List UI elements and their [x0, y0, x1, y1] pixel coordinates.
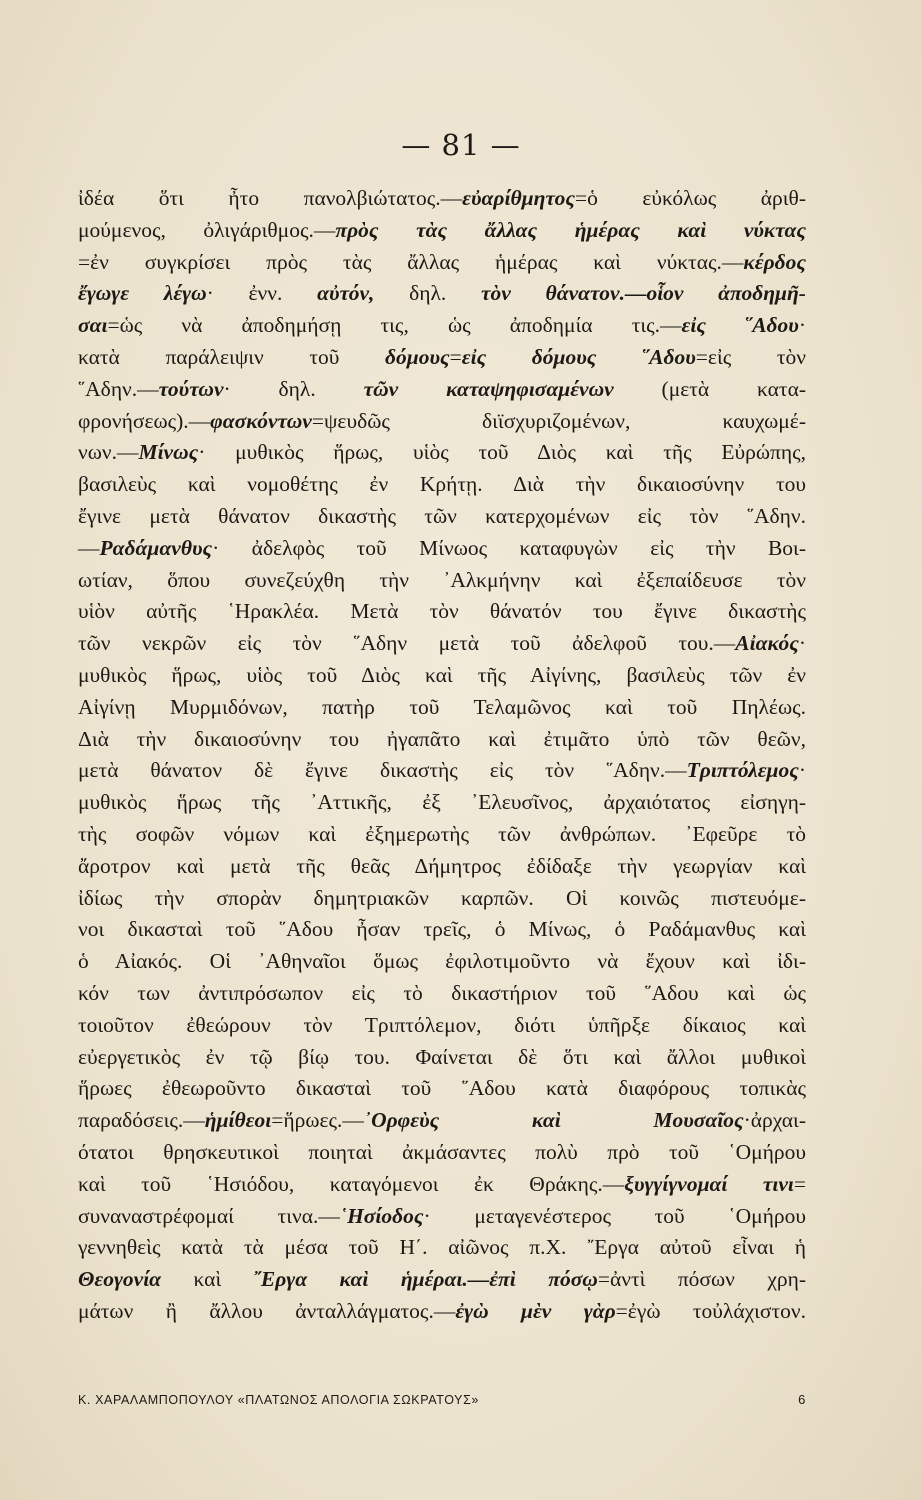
lemma-term: τῶν καταψηφισαμένων [363, 376, 614, 401]
footer-signature-text: Κ. ΧΑΡΑΛΑΜΠΟΠΟΥΛΟΥ «ΠΛΑΤΩΝΟΣ ΑΠΟΛΟΓΙΑ ΣΩΚΡΑΤΟΥΣ» [78, 1393, 479, 1407]
text-line [78, 851, 806, 883]
text-line [78, 1201, 806, 1233]
gloss-text: · ἐνν. [206, 281, 318, 306]
lemma-term: αὐτόν, [317, 281, 375, 306]
text-line [78, 692, 806, 724]
lemma-term: εἰς δόμους ῞Αδου [461, 344, 696, 369]
text-line [78, 310, 806, 342]
gloss-text: =ἐγὼ τοὐλάχιστον. [615, 1298, 807, 1323]
text-line [78, 1296, 806, 1328]
gloss-text: =ἥρωες.— [271, 1108, 364, 1133]
lemma-term: Θεογονία [78, 1267, 162, 1292]
gloss-text: τὴς σοφῶν νόμων καὶ ἐξημερωτὴς τῶν ἀνθρώπων. ᾿Εφεῦρε τὸ [78, 821, 806, 846]
gloss-text: = [449, 344, 462, 369]
gloss-text: Αἰγίνῃ Μυρμιδόνων, πατὴρ τοῦ Τελαμῶνος καὶ τοῦ Πηλέως. [78, 694, 806, 719]
text-line [78, 565, 806, 597]
lemma-term: δόμους [385, 344, 450, 369]
printer-signature-mark: 6 [798, 1392, 806, 1407]
text-line [78, 596, 806, 628]
gloss-text: =ἀντὶ πόσων χρη- [597, 1267, 807, 1292]
text-line [78, 946, 806, 978]
gloss-text: ῞Αδην.— [78, 376, 159, 401]
lemma-term: Αἰακός [735, 631, 799, 656]
text-line [78, 215, 806, 247]
text-line [78, 533, 806, 565]
text-line [78, 755, 806, 787]
gloss-text: · μεταγενέστερος τοῦ ῾Ομήρου [423, 1203, 806, 1228]
gloss-text: δηλ. [374, 281, 481, 306]
gloss-text: = [793, 1171, 806, 1196]
text-line [78, 1010, 806, 1042]
text-line [78, 1105, 806, 1137]
lemma-term: τὸν θάνατον.—οἷον ἀποδημῆ- [481, 281, 806, 306]
text-line [78, 183, 806, 215]
text-line [78, 883, 806, 915]
gloss-text: μούμενος, ὀλιγάριθμος.— [78, 217, 336, 242]
lemma-term: Ραδάμανθυς [99, 535, 213, 560]
lemma-term: ῎Εργα καὶ ἡμέραι.—ἐπὶ πόσῳ [253, 1267, 598, 1292]
gloss-text: ἥρωες ἐθεωροῦντο δικασταὶ τοῦ ῞Αδου κατὰ διαφόρους τοπικὰς [78, 1076, 806, 1101]
gloss-text: μετὰ θάνατον δὲ ἔγινε δικαστὴς εἰς τὸν ῞Αδην.— [78, 758, 687, 783]
gloss-text: μυθικὸς ἥρως τῆς ᾿Αττικῆς, ἐξ ᾿Ελευσῖνος, ἀρχαιότατος εἰσηγη- [78, 790, 806, 815]
gloss-text: ὁ Αἰακός. Οἱ ᾿Αθηναῖοι ὅμως ἐφιλοτιμοῦντο νὰ ἔχουν καὶ ἰδι- [78, 949, 806, 974]
text-line [78, 437, 806, 469]
gloss-text: =ψευδῶς διϊσχυριζομένων, καυχωμέ- [311, 408, 806, 433]
gloss-text: καὶ [161, 1267, 254, 1292]
gloss-text: ωτίαν, ὅπου συνεζεύχθη τὴν ᾿Αλκμήνην καὶ ἐξεπαίδευσε τὸν [78, 567, 806, 592]
gloss-text: υἱὸν αὐτῆς ῾Ηρακλέα. Μετὰ τὸν θάνατόν του ἔγινε δικαστὴς [78, 599, 806, 624]
gloss-text: κόν των ἀντιπρόσωπον εἰς τὸ δικαστήριον τοῦ ῞Αδου καὶ ὡς [78, 980, 806, 1005]
gloss-text: ἔγινε μετὰ θάνατον δικαστὴς τῶν κατερχομένων εἰς τὸν ῞Αδην. [78, 503, 806, 528]
gloss-text: τοιοῦτον ἐθεώρουν τὸν Τριπτόλεμον, διότι ὑπῆρξε δίκαιος καὶ [78, 1012, 806, 1037]
gloss-text: ἰδέα ὅτι ἦτο πανολβιώτατος.— [78, 186, 463, 210]
page-footer [78, 1392, 806, 1407]
text-line [78, 374, 806, 406]
commentary-text [78, 183, 806, 1328]
text-line [78, 1264, 806, 1296]
text-line [78, 1073, 806, 1105]
gloss-text: =ἐν συγκρίσει πρὸς τὰς ἄλλας ἡμέρας καὶ νύκτας.— [78, 249, 744, 274]
lemma-term: ξυγγίγνομαί τινι [624, 1171, 794, 1196]
gloss-text: ἄροτρον καὶ μετὰ τῆς θεᾶς Δήμητρος ἐδίδαξε τὴν γεωργίαν καὶ [78, 853, 806, 878]
text-line [78, 1169, 806, 1201]
text-line [78, 469, 806, 501]
gloss-text: ότατοι θρησκευτικοὶ ποιηταὶ ἀκμάσαντες πολὺ πρὸ τοῦ ῾Ομήρου [78, 1139, 806, 1164]
gloss-text: εὐεργετικὸς ἐν τῷ βίῳ του. Φαίνεται δὲ ὅτι καὶ ἄλλοι μυθικοὶ [78, 1044, 806, 1069]
gloss-text: συναναστρέφομαί τινα.— [78, 1203, 340, 1228]
text-line [78, 406, 806, 438]
lemma-term: εὐαρίθμητος [462, 186, 575, 210]
gloss-text: μάτων ἢ ἄλλου ἀνταλλάγματος.— [78, 1298, 456, 1323]
gloss-text: νοι δικασταὶ τοῦ ῞Αδου ἦσαν τρεῖς, ὁ Μίνως, ὁ Ραδάμανθυς καὶ [78, 917, 806, 942]
text-line [78, 1042, 806, 1074]
lemma-term: Τριπτόλεμος [686, 758, 799, 783]
text-line [78, 724, 806, 756]
lemma-term: ἐγὼ μὲν γὰρ [455, 1298, 616, 1323]
gloss-text: =ὡς νὰ ἀποδημήσῃ τις, ὡς ἀποδημία τις.— [107, 313, 682, 338]
lemma-term: ῾Ησίοδος [339, 1203, 424, 1228]
gloss-text: βασιλεὺς καὶ νομοθέτης ἐν Κρήτῃ. Διὰ τὴν δικαιοσύνην του [78, 472, 806, 497]
text-line [78, 247, 806, 279]
lemma-term: Μίνως [138, 440, 199, 465]
gloss-text: =ὁ εὐκόλως ἀριθ- [574, 186, 806, 210]
text-line [78, 278, 806, 310]
gloss-text: ἰδίως τὴν σπορὰν δημητριακῶν καρπῶν. Οἱ κοινῶς πιστευόμε- [78, 885, 806, 910]
text-line [78, 978, 806, 1010]
gloss-text: κατὰ παράλειψιν τοῦ [78, 344, 386, 369]
lemma-term: τούτων [158, 376, 224, 401]
gloss-text: · [798, 631, 806, 656]
text-line [78, 501, 806, 533]
page-number: — 81 — [401, 128, 521, 162]
gloss-text: · [798, 758, 806, 783]
text-line [78, 342, 806, 374]
gloss-text: Διὰ τὴν δικαιοσύνην του ἠγαπᾶτο καὶ ἐτιμᾶτο ὑπὸ τῶν θεῶν, [78, 726, 806, 751]
gloss-text: · ἀδελφὸς τοῦ Μίνωος καταφυγὼν εἰς τὴν Βοι- [212, 535, 806, 560]
lemma-term: ᾿Ορφεὺς καὶ Μουσαῖος [363, 1108, 744, 1133]
gloss-text: μυθικὸς ἥρως, υἱὸς τοῦ Διὸς καὶ τῆς Αἰγίνης, βασιλεὺς τῶν ἐν [78, 662, 806, 687]
gloss-text: φρονήσεως).— [78, 408, 211, 433]
lemma-term: ἔγωγε λέγω [78, 281, 207, 306]
gloss-text: ·ἀρχαι- [743, 1108, 806, 1133]
lemma-term: εἰς ῞Αδου [681, 313, 799, 338]
gloss-text: — [78, 535, 100, 560]
text-line [78, 819, 806, 851]
gloss-text: καὶ τοῦ ῾Ησιόδου, καταγόμενοι ἐκ Θράκης.— [78, 1171, 625, 1196]
text-line [78, 1137, 806, 1169]
lemma-term: πρὸς τὰς ἄλλας ἡμέρας καὶ νύκτας [335, 217, 806, 242]
gloss-text: (μετὰ κατα- [613, 376, 806, 401]
text-line [78, 787, 806, 819]
text-line [78, 628, 806, 660]
lemma-term: κέρδος [743, 249, 806, 274]
gloss-text: · δηλ. [223, 376, 364, 401]
lemma-term: σαι [78, 313, 108, 338]
gloss-text: =εἰς τὸν [695, 344, 806, 369]
gloss-text: παραδόσεις.— [78, 1108, 205, 1133]
lemma-term: φασκόντων [210, 408, 312, 433]
text-line [78, 914, 806, 946]
gloss-text: γεννηθεὶς κατὰ τὰ μέσα τοῦ Η΄. αἰῶνος π.Χ. ῎Εργα αὐτοῦ εἶναι ἡ [78, 1235, 806, 1260]
text-line [78, 660, 806, 692]
gloss-text: · μυθικὸς ἥρως, υἱὸς τοῦ Διὸς καὶ τῆς Εὐρώπης, [198, 440, 806, 465]
gloss-text: νων.— [78, 440, 139, 465]
lemma-term: ἡμίθεοι [204, 1108, 272, 1133]
gloss-text: · [798, 313, 807, 338]
gloss-text: τῶν νεκρῶν εἰς τὸν ῞Αδην μετὰ τοῦ ἀδελφοῦ του.— [78, 631, 736, 656]
text-line [78, 1232, 806, 1264]
